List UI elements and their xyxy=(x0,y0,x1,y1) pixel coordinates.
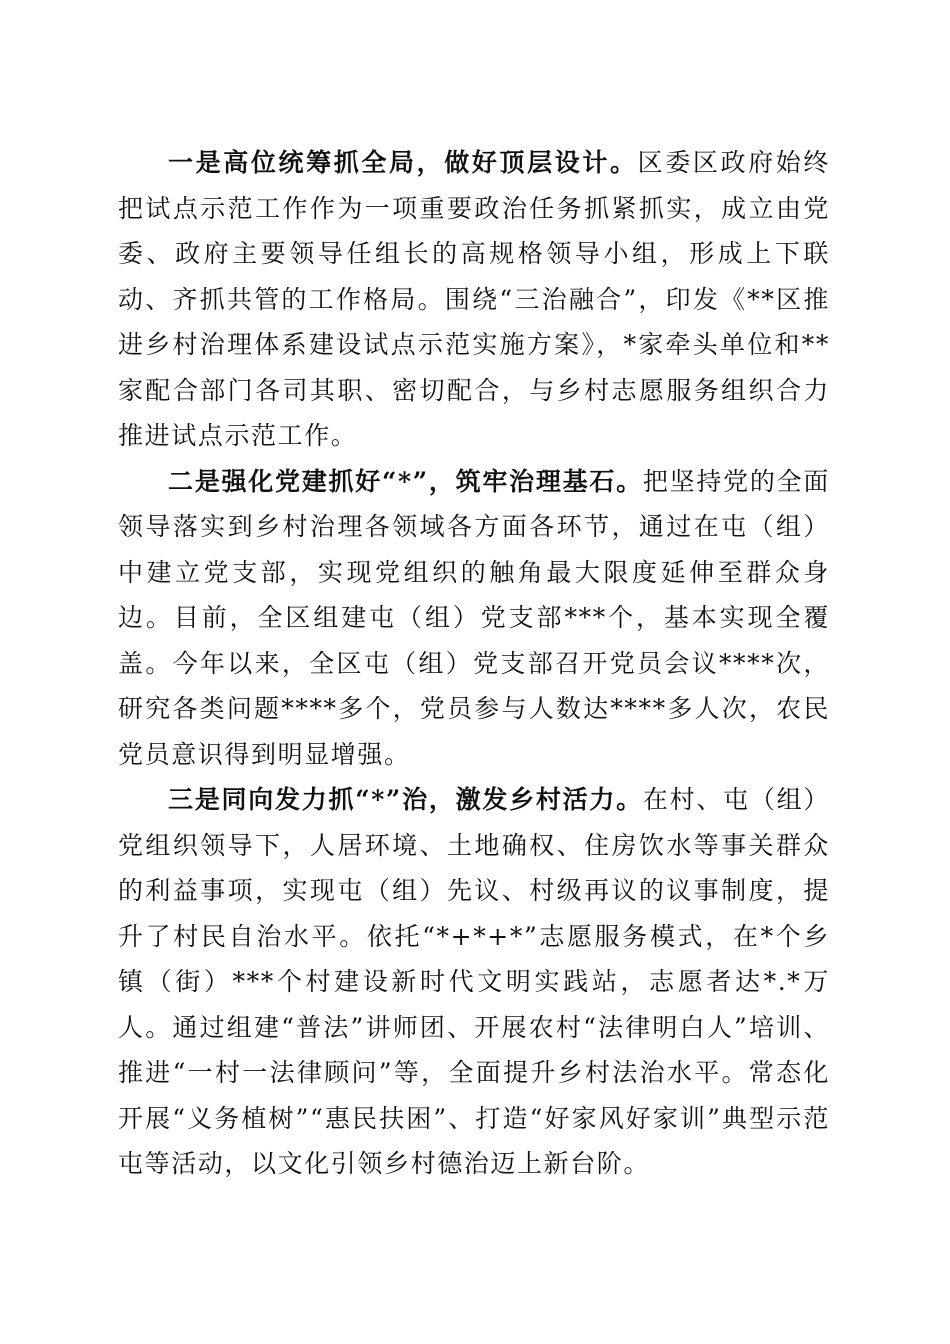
paragraph-3-body: 在村、屯（组）党组织领导下，人居环境、土地确权、住房饮水等事关群众的利益事项，实现屯（组）先议、村级再议的议事制度，提升了村民自治水平。依托“*+*+*”志愿服务模式，在*个乡镇（街）***个村建设新时代文明实践站，志愿者达*.*万人。通过组建“普法”讲师团、开展农村“法律明白人”培训、推进“一村一法律顾问”等，全面提升乡村法治水平。常态化开展“义务植树”“惠民扶困”、打造“好家风好家训”典型示范屯等活动，以文化引领乡村德治迈上新台阶。 xyxy=(118,785,830,1178)
paragraph-3-lead: 三是同向发力抓“*”治，激发乡村活力。 xyxy=(168,785,643,814)
paragraph-2 xyxy=(118,459,830,778)
paragraph-3 xyxy=(118,777,830,1187)
paragraph-1 xyxy=(118,140,830,459)
paragraph-1-body: 区委区政府始终把试点示范工作作为一项重要政治任务抓紧抓实，成立由党委、政府主要领导任组长的高规格领导小组，形成上下联动、齐抓共管的工作格局。围绕“三治融合”，印发《**区推进乡村治理体系建设试点示范实施方案》，*家牵头单位和**家配合部门各司其职、密切配合，与乡村志愿服务组织合力推进试点示范工作。 xyxy=(118,148,830,450)
paragraph-2-lead: 二是强化党建抓好“*”，筑牢治理基石。 xyxy=(168,466,643,496)
paragraph-1-lead: 一是高位统筹抓全局，做好顶层设计。 xyxy=(168,148,638,177)
paragraph-2-body: 把坚持党的全面领导落实到乡村治理各领域各方面各环节，通过在屯（组）中建立党支部，实现党组织的触角最大限度延伸至群众身边。目前，全区组建屯（组）党支部***个，基本实现全覆盖。今年以来，全区屯（组）党支部召开党员会议****次，研究各类问题****多个，党员参与人数达****多人次，农民党员意识得到明显增强。 xyxy=(118,466,830,769)
document-page xyxy=(118,140,830,1187)
